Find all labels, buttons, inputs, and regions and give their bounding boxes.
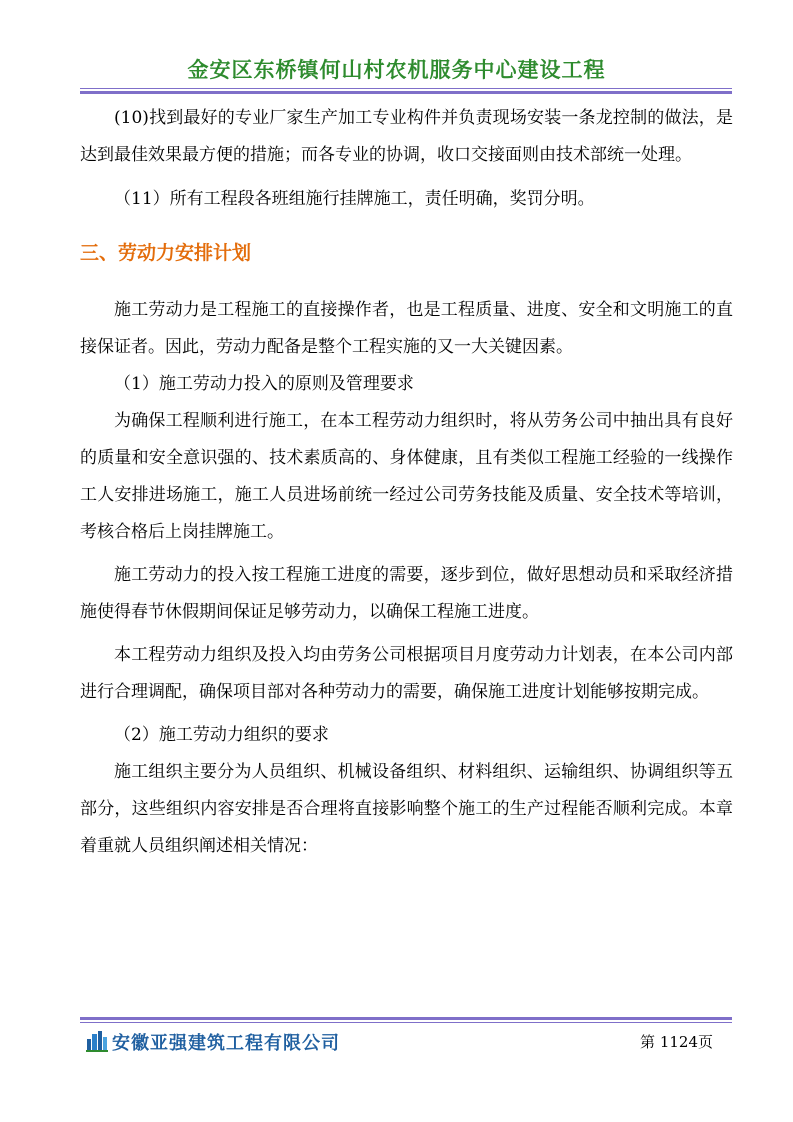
footer-company: 安徽亚强建筑工程有限公司 — [112, 1033, 340, 1054]
section-heading: 三、劳动力安排计划 — [80, 242, 252, 264]
footer-rule-thin — [80, 1022, 732, 1023]
paragraph-organization: 施工组织主要分为人员组织、机械设备组织、材料组织、运输组织、协调组织等五部分，这些组织内容安排是否合理将直接影响整个施工的生产过程能否顺利完成。本章着重就人员组织阐述相关情况： — [80, 762, 733, 856]
page-number: 第 1124页 — [640, 1033, 713, 1051]
subheading-1: （1）施工劳动力投入的原则及管理要求 — [114, 374, 414, 394]
header-rule-thick — [80, 91, 732, 94]
paragraph-schedule: 施工劳动力的投入按工程施工进度的需要，逐步到位，做好思想动员和采取经济措施使得春节休假期间保证足够劳动力，以确保工程施工进度。 — [80, 565, 733, 622]
paragraph-intro: 施工劳动力是工程施工的直接操作者，也是工程质量、进度、安全和文明施工的直接保证者。因此，劳动力配备是整个工程实施的又一大关键因素。 — [80, 300, 733, 357]
page-body — [80, 100, 733, 865]
paragraph-allocation: 本工程劳动力组织及投入均由劳务公司根据项目月度劳动力计划表，在本公司内部进行合理调配，确保项目部对各种劳动力的需要，确保施工进度计划能够按期完成。 — [80, 645, 733, 702]
paragraph-principles: 为确保工程顺利进行施工，在本工程劳动力组织时，将从劳务公司中抽出具有良好的质量和安全意识强的、技术素质高的、身体健康，且有类似工程施工经验的一线操作工人安排进场施工，施工人员进场前统一经过公司劳务技能及质量、安全技术等培训，考核合格后上岗挂牌施工。 — [80, 411, 733, 542]
building-logo-icon — [86, 1030, 108, 1052]
paragraph-10: (10)找到最好的专业厂家生产加工专业构件并负责现场安装一条龙控制的做法，是达到最佳效果最方便的措施；而各专业的协调，收口交接面则由技术部统一处理。 — [80, 108, 733, 165]
paragraph-11: （11）所有工程段各班组施行挂牌施工，责任明确，奖罚分明。 — [114, 189, 595, 209]
header-title: 金安区东桥镇何山村农机服务中心建设工程 — [187, 57, 606, 82]
subheading-2: （2）施工劳动力组织的要求 — [114, 725, 329, 745]
footer-rule-thick — [80, 1017, 732, 1020]
header-rule-thin — [80, 88, 732, 89]
